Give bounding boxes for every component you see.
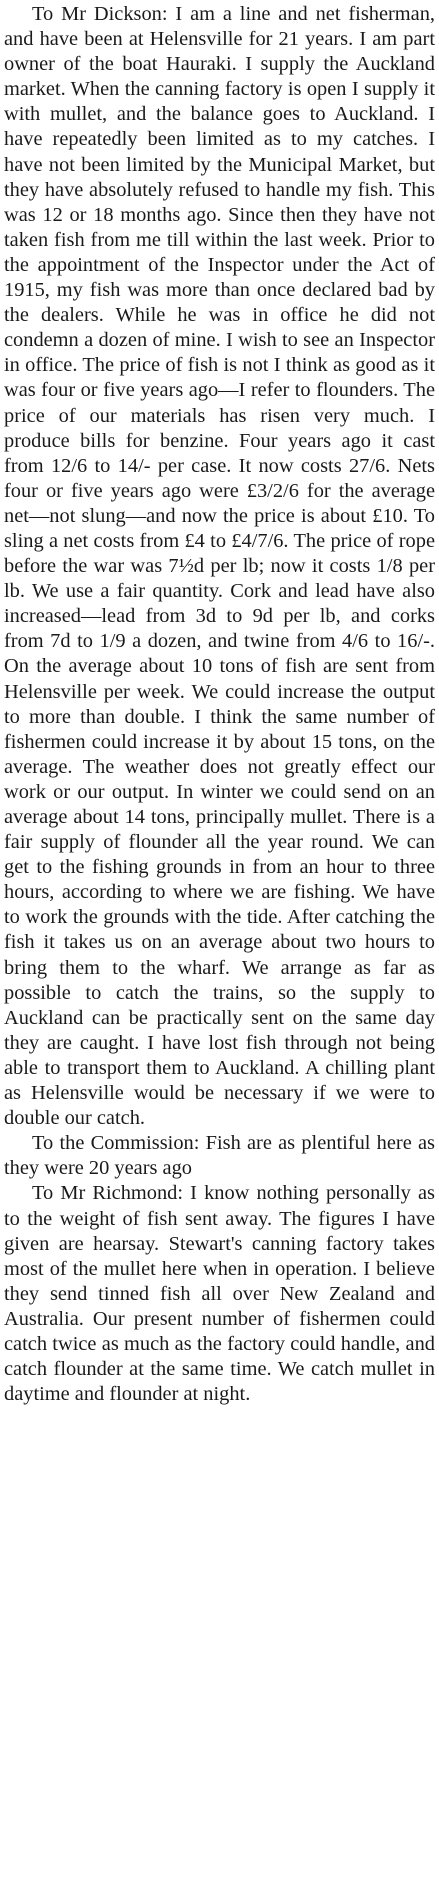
paragraph-richmond-testimony: To Mr Richmond: I know nothing personally as to the weight of fish sent away. The figures I have given are hearsay. Stewart's canning factory takes most of the mullet here when in operation. I believe they send tinned fish all over New Zealand and Australia. Our present number of fishermen could catch twice as much as the factory could handle, and catch flounder at the same time. We catch mullet in daytime and flounder at night. xyxy=(4,1182,435,1406)
paragraph-commission-testimony: To the Commission: Fish are as plentiful here as they were 20 years ago xyxy=(4,1132,435,1180)
paragraph-dickson-testimony: To Mr Dickson: I am a line and net fisherman, and have been at Helensville for 21 years. I am part owner of the boat Hauraki. I supply the Auckland market. When the canning factory is open I supply it with mullet, and the balance goes to Auckland. I have repeatedly been limited as to my catches. I have not been limited by the Municipal Market, but they have absolutely refused to handle my fish. This was 12 or 18 months ago. Since then they have not taken fish from me till within the last week. Prior to the appointment of the Inspector under the Act of 1915, my fish was more than once declared bad by the dealers. While he was in office he did not condemn a dozen of mine. I wish to see an Inspector in office. The price of fish is not I think as good as it was four or five years ago—I refer to flounders. The price of our materials has risen very much. I produce bills for benzine. Four years ago it cast from 12/6 to 14/- per case. It now costs 27/6. Nets four or five years ago were £3/2/6 for the average net—not slung—and now the price is about £10. To sling a net costs from £4 to £4/7/6. The price of rope before the war was 7½d per lb; now it costs 1/8 per lb. We use a fair quantity. Cork and lead have also increased—lead from 3d to 9d per lb, and corks from 7d to 1/9 a dozen, and twine from 4/6 to 16/-. On the average about 10 tons of fish are sent from Helensville per week. We could increase the output to more than double. I think the same number of fishermen could increase it by about 15 tons, on the average. The weather does not greatly effect our work or our output. In winter we could send on an average about 14 tons, principally mullet. There is a fair supply of flounder all the year round. We can get to the fishing grounds in from an hour to three hours, according to where we are fishing. We have to work the grounds with the tide. After catching the fish it takes us on an average about two hours to bring them to the wharf. We arrange as far as possible to catch the trains, so the supply to Auckland can be practically sent on the same day they are caught. I have lost fish through not being able to transport them to Auckland. A chilling plant as Helensville would be necessary if we were to double our catch. xyxy=(4,3,435,1130)
